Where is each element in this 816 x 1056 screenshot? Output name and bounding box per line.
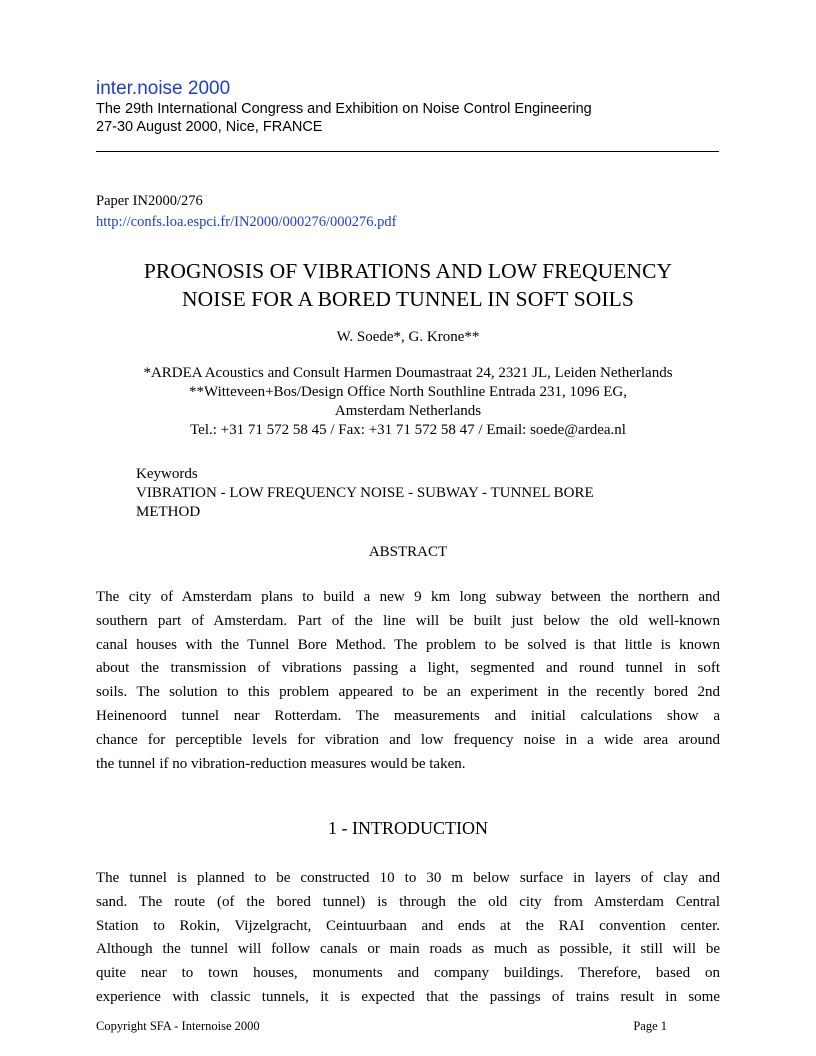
affiliation-line: Amsterdam Netherlands (334, 403, 482, 419)
abstract-text (96, 586, 720, 776)
conference-name: inter.noise 2000 (96, 78, 231, 99)
introduction-line: Station to Rokin, Vijzelgracht, Ceintuurbaan and ends at the RAI convention center. (96, 917, 720, 934)
header-divider (96, 151, 719, 152)
abstract-line: chance for perceptible levels for vibration and low frequency noise in a wide area around (96, 731, 720, 748)
abstract-line: canal houses with the Tunnel Bore Method. The problem to be solved is that little is known (96, 636, 720, 653)
keywords-line-2: METHOD (136, 504, 201, 520)
abstract-line: the tunnel if no vibration-reduction measures would be taken. (96, 755, 466, 772)
keywords-line-1: VIBRATION - LOW FREQUENCY NOISE - SUBWAY - TUNNEL BORE (136, 485, 594, 501)
keywords-heading: Keywords (136, 466, 198, 482)
introduction-line: quite near to town houses, monuments and company buildings. Therefore, based on (96, 965, 720, 982)
conference-header (96, 78, 720, 136)
introduction-line: The tunnel is planned to be constructed 10 to 30 m below surface in layers of clay and (96, 870, 720, 886)
introduction-line: experience with classic tunnels, it is expected that the passings of trains result in some (96, 988, 720, 1005)
introduction-text (96, 867, 720, 1010)
conference-date-place: 27-30 August 2000, Nice, FRANCE (96, 119, 323, 135)
affiliations (96, 364, 720, 440)
conference-subtitle: The 29th International Congress and Exhibition on Noise Control Engineering (96, 101, 592, 117)
introduction-line: Although the tunnel will follow canals or main roads as much as possible, it still will be (96, 941, 720, 958)
abstract-line: The city of Amsterdam plans to build a new 9 km long subway between the northern and (96, 589, 720, 605)
affiliation-line: **Witteveen+Bos/Design Office North Southline Entrada 231, 1096 EG, (189, 384, 627, 400)
authors: W. Soede*, G. Krone** (336, 329, 480, 345)
paper-title-line-1: PROGNOSIS OF VIBRATIONS AND LOW FREQUENCY (143, 259, 673, 283)
abstract-line: soils. The solution to this problem appeared to be an experiment in the recently bored 2nd (96, 684, 720, 701)
introduction-heading: 1 - INTRODUCTION (328, 818, 488, 838)
footer-copyright: Copyright SFA - Internoise 2000 (96, 1019, 260, 1033)
footer-page-number: Page 1 (633, 1019, 667, 1033)
abstract-heading: ABSTRACT (368, 544, 448, 560)
paper-url-link[interactable]: http://confs.loa.espci.fr/IN2000/000276/000276.pdf (96, 214, 397, 230)
introduction-line: sand. The route (of the bored tunnel) is through the old city from Amsterdam Central (96, 893, 720, 910)
paper-title (96, 257, 720, 313)
affiliation-line: *ARDEA Acoustics and Consult Harmen Doumastraat 24, 2321 JL, Leiden Netherlands (143, 365, 673, 381)
abstract-line: southern part of Amsterdam. Part of the line will be built just below the old well-known (96, 612, 720, 629)
keywords-block (136, 465, 696, 522)
abstract-line: about the transmission of vibrations passing a light, segmented and round tunnel in soft (96, 660, 720, 677)
paper-title-line-2: NOISE FOR A BORED TUNNEL IN SOFT SOILS (182, 287, 634, 311)
affiliation-contact-line: Tel.: +31 71 572 58 45 / Fax: +31 71 572 58 47 / Email: soede@ardea.nl (190, 422, 626, 438)
abstract-line: Heinenoord tunnel near Rotterdam. The measurements and initial calculations show a (96, 707, 720, 724)
paper-id: Paper IN2000/276 (96, 193, 203, 209)
